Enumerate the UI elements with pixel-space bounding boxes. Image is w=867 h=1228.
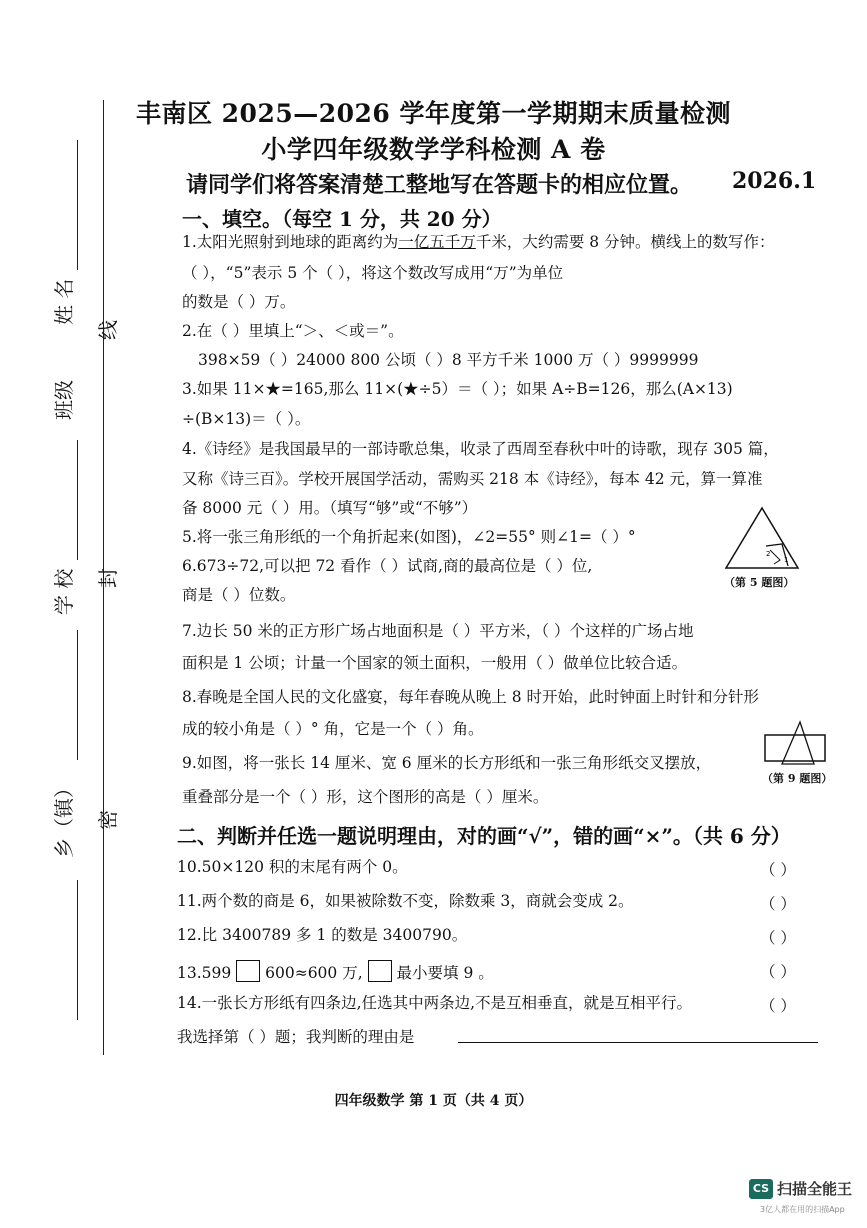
q1-line1-b: 千米，大约需要 8 分钟。横线上的数写作：	[475, 233, 775, 251]
township-underline	[77, 880, 78, 1020]
svg-text:2: 2	[766, 550, 771, 558]
q8-line2: 成的较小角是（ ）° 角，它是一个（ ）角。	[182, 720, 484, 738]
exam-title: 丰南区 2025—2026 学年度第一学期期末质量检测	[135, 99, 732, 128]
seal-mi-char: 密	[96, 810, 120, 830]
q1-line3: 的数是（ ）万。	[182, 293, 296, 311]
q9-overlap-figure	[762, 720, 828, 766]
q11-line: 11.两个数的商是 6，如果被除数不变，除数乘 3，商就会变成 2。	[177, 892, 634, 910]
instruction-text: 请同学们将答案清楚工整地写在答题卡的相应位置。	[186, 172, 693, 198]
reason-answer-line[interactable]	[458, 1042, 818, 1043]
q6-line1: 6.673÷72,可以把 72 看作（ ）试商,商的最高位是（ ）位,	[182, 557, 593, 575]
q13-text-c: 最小要填 9 。	[396, 964, 494, 982]
q13-text-b: 600≈600 万,	[265, 964, 363, 982]
scanner-app-name: 扫描全能王	[777, 1180, 853, 1198]
q2-line2: 398×59（ ）24000 800 公顷（ ）8 平方千米 1000 万（ ）9999999	[198, 351, 699, 369]
q13-blank-box-2[interactable]	[368, 960, 392, 982]
q12-answer-paren: （ ）	[760, 929, 796, 947]
q3-line1: 3.如果 11×★=165,那么 11×(★÷5）＝（ ）；如果 A÷B=126，那么(A×13)	[182, 380, 733, 398]
exam-subtitle: 小学四年级数学学科检测 A 卷	[261, 135, 606, 164]
school-name-underline	[77, 630, 78, 760]
page-footer: 四年级数学 第 1 页（共 4 页）	[334, 1093, 533, 1109]
q4-line3: 备 8000 元（ ）用。（填写“够”或“不够”）	[182, 499, 478, 517]
scanner-tagline: 3亿人都在用的扫描App	[760, 1205, 845, 1214]
q1-line2: （ ），“5”表示 5 个（ ），将这个数改写成用“万”为单位	[182, 264, 564, 282]
q7-line2: 面积是 1 公顷；计量一个国家的领土面积，一般用（ ）做单位比较合适。	[182, 654, 688, 672]
class-label: 班级	[52, 380, 76, 420]
q9-caption: （第 9 题图）	[762, 772, 833, 785]
township-label: 乡（镇）	[52, 778, 76, 858]
q2-line1: 2.在（ ）里填上“＞、＜或＝”。	[182, 322, 404, 340]
section2-heading: 二、判断并任选一题说明理由，对的画“√”，错的画“×”。（共 6 分）	[177, 824, 791, 848]
camscanner-logo-icon: CS	[749, 1179, 773, 1199]
q13-text-a: 13.599	[177, 964, 232, 982]
q13-answer-paren: （ ）	[760, 963, 796, 981]
q12-line: 12.比 3400789 多 1 的数是 3400790。	[177, 926, 468, 944]
q13-blank-box[interactable]	[236, 960, 260, 982]
q5-caption: （第 5 题图）	[724, 576, 795, 589]
q9-line1: 9.如图，将一张长 14 厘米、宽 6 厘米的长方形纸和一张三角形纸交叉摆放，	[182, 754, 712, 772]
q6-line2: 商是（ ）位数。	[182, 586, 296, 604]
svg-text:1: 1	[784, 556, 789, 564]
class-underline	[77, 440, 78, 560]
section1-heading: 一、填空。（每空 1 分，共 20 分）	[182, 207, 502, 231]
q1-underlined-number: 一亿五千万	[398, 233, 476, 251]
q14-answer-paren: （ ）	[760, 997, 796, 1015]
reason-line: 我选择第（ ）题；我判断的理由是	[177, 1028, 415, 1046]
name-label: 姓 名	[52, 278, 76, 325]
q4-line2: 又称《诗三百》。学校开展国学活动，需购买 218 本《诗经》，每本 42 元，算一算准	[182, 470, 763, 488]
q5-triangle-figure	[722, 506, 802, 574]
q1-line1	[182, 233, 775, 251]
seal-feng-char: 封	[96, 568, 120, 588]
q11-answer-paren: （ ）	[760, 895, 796, 913]
q3-line2: ÷(B×13)＝（ ）。	[182, 410, 311, 428]
scanner-watermark	[749, 1178, 852, 1199]
seal-line-char: 线	[96, 320, 120, 340]
school-label: 学 校	[52, 568, 76, 615]
q10-line: 10.50×120 积的末尾有两个 0。	[177, 858, 408, 876]
q7-line1: 7.边长 50 米的正方形广场占地面积是（ ）平方米，（ ）个这样的广场占地	[182, 622, 694, 640]
q4-line1: 4.《诗经》是我国最早的一部诗歌总集，收录了西周至春秋中叶的诗歌，现存 305 篇，	[182, 440, 779, 458]
q1-line1-a: 1.太阳光照射到地球的距离约为	[182, 233, 399, 251]
q5-line: 5.将一张三角形纸的一个角折起来(如图)，∠2=55° 则∠1=（ ）°	[182, 528, 636, 546]
q10-answer-paren: （ ）	[760, 861, 796, 879]
q14-line: 14.一张长方形纸有四条边,任选其中两条边,不是互相垂直，就是互相平行。	[177, 994, 693, 1012]
exam-date: 2026.1	[732, 168, 817, 194]
q13-line	[177, 960, 494, 982]
q9-line2: 重叠部分是一个（ ）形，这个图形的高是（ ）厘米。	[182, 788, 549, 806]
q8-line1: 8.春晚是全国人民的文化盛宴，每年春晚从晚上 8 时开始，此时钟面上时针和分针形	[182, 688, 760, 706]
